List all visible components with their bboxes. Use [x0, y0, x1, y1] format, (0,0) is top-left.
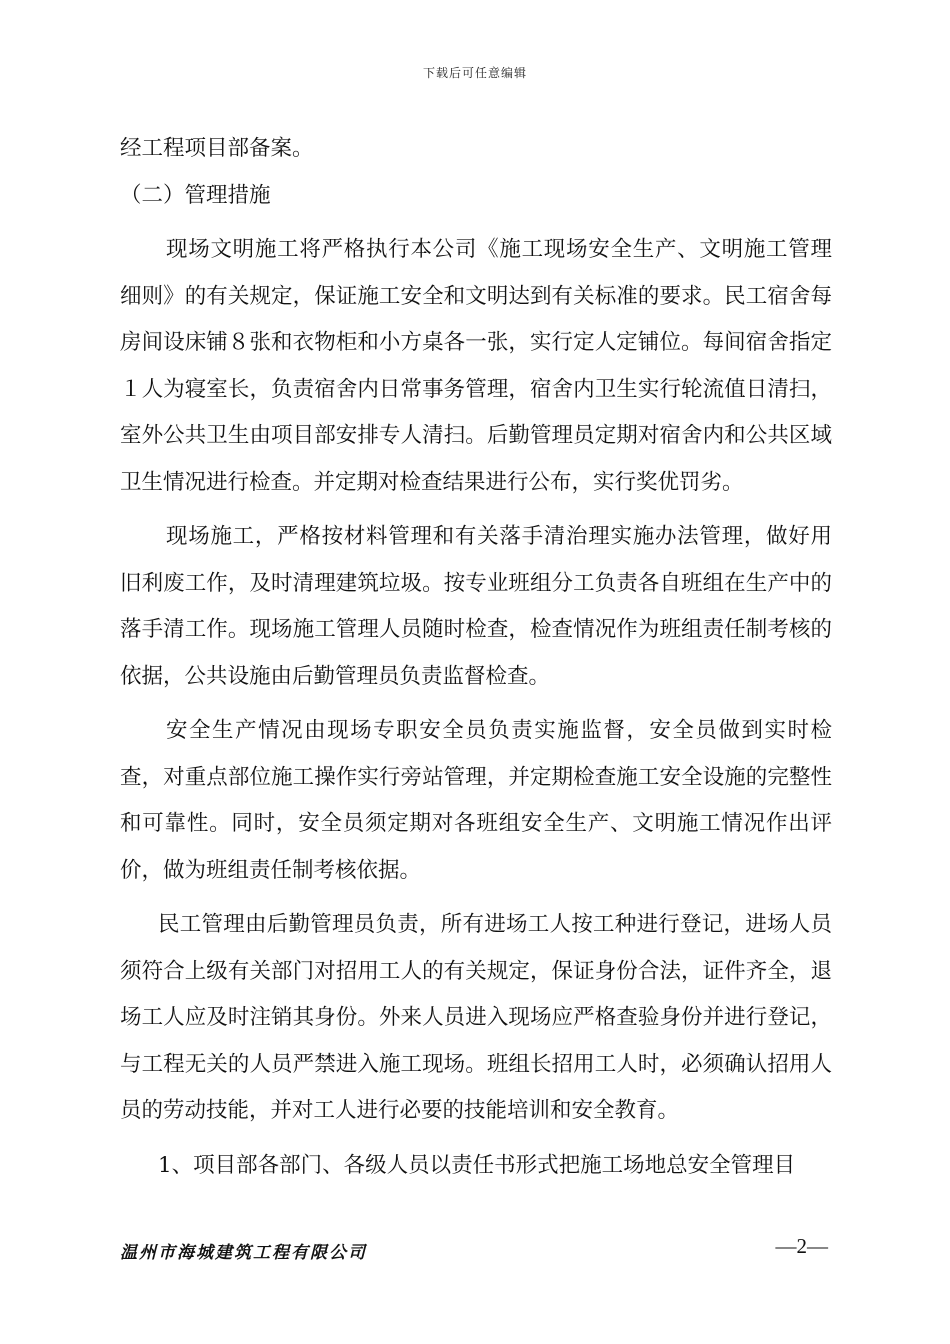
section-heading: （二）管理措施 [120, 182, 271, 208]
paragraph-worker-management: 民工管理由后勤管理员负责，所有进场工人按工种进行登记，进场人员须符合上级有关部门对招用工人的有关规定，保证身份合法，证件齐全，退场工人应及时注销其身份。外来人员进入现场应严格查验身份并进行登记，与工程无关的人员严禁进入施工现场。班组长招用工人时，必须确认招用人员的劳动技能，并对工人进行必要的技能培训和安全教育。 [120, 912, 832, 1123]
paragraph-site-construction: 现场施工，严格按材料管理和有关落手清治理实施办法管理，做好用旧利废工作，及时清理建筑垃圾。按专业班组分工负责各自班组在生产中的落手清工作。现场施工管理人员随时检查，检查情况作为班组责任制考核的依据，公共设施由后勤管理员负责监督检查。 [120, 524, 832, 689]
paragraph-safety-production: 安全生产情况由现场专职安全员负责实施监督，安全员做到实时检查，对重点部位施工操作实行旁站管理，并定期检查施工安全设施的完整性和可靠性。同时，安全员须定期对各班组安全生产、文明施工情况作出评价，做为班组责任制考核依据。 [120, 718, 832, 883]
page-footer [120, 1234, 832, 1268]
paragraph-civilized-construction: 现场文明施工将严格执行本公司《施工现场安全生产、文明施工管理细则》的有关规定，保证施工安全和文明达到有关标准的要求。民工宿舍每房间设床铺８张和衣物柜和小方桌各一张，实行定人定铺位。每间宿舍指定１人为寝室长，负责宿舍内日常事务管理，宿舍内卫生实行轮流值日清扫，室外公共卫生由项目部安排专人清扫。后勤管理员定期对宿舍内和公共区域卫生情况进行检查。并定期对检查结果进行公布，实行奖优罚劣。 [120, 237, 832, 495]
paragraph-continuation: 经工程项目部备案。 [120, 136, 314, 161]
page-number: —2— [775, 1234, 828, 1258]
paragraph-item-1: 1、项目部各部门、各级人员以责任书形式把施工场地总安全管理目 [158, 1152, 796, 1178]
document-body [120, 126, 832, 1189]
header-note: 下载后可任意编辑 [422, 66, 527, 80]
company-name: 温州市海城建筑工程有限公司 [120, 1243, 367, 1263]
